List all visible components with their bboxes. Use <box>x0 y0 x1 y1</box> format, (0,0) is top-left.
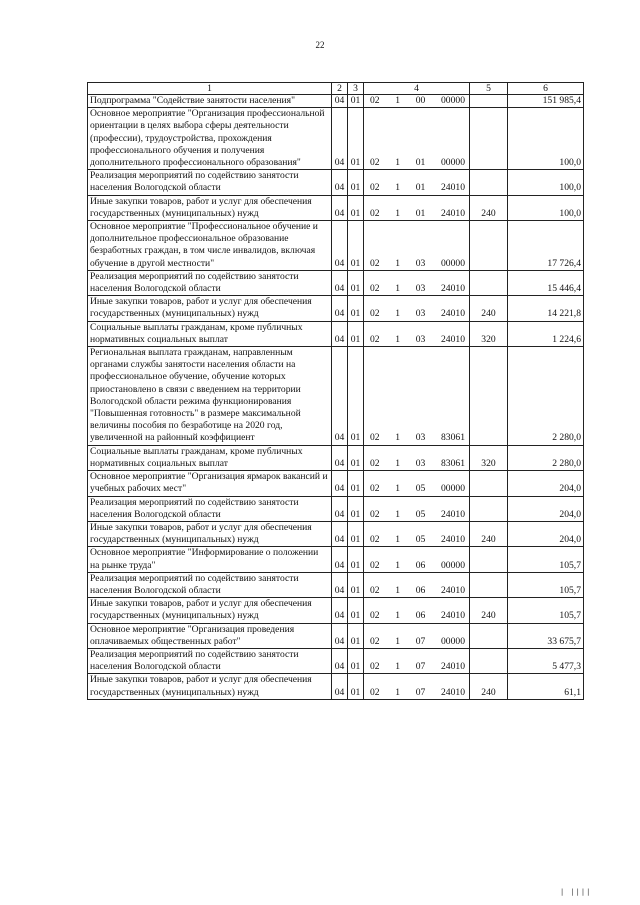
row-amount: 105,7 <box>508 547 584 572</box>
target-article-code-part: 02 <box>370 559 380 571</box>
target-article-code-part: 03 <box>415 432 426 444</box>
row-section-code: 04 <box>332 623 348 648</box>
row-section-code: 04 <box>332 347 348 446</box>
row-expense-type-code <box>470 623 508 648</box>
target-article-code-parts <box>364 636 469 648</box>
row-section-code: 04 <box>332 598 348 623</box>
row-name: Региональная выплата гражданам, направленным органами службы занятости населения области на профессиональное обучение, обучение которых приостановлено в связи с введением на территории Вологодской области режима функционирования "Повышенная готовность" в размере максимальной величины пособия по безработице на 2020 год, увеличенной на районный коэффициент <box>88 347 332 446</box>
row-subsection-code: 01 <box>348 547 364 572</box>
target-article-code-part: 83061 <box>441 432 465 444</box>
row-subsection-code: 01 <box>348 195 364 220</box>
row-expense-type-code <box>470 648 508 673</box>
target-article-code-part: 1 <box>395 432 401 444</box>
target-article-code-parts <box>364 95 469 107</box>
row-amount: 2 280,0 <box>508 445 584 470</box>
row-name: Социальные выплаты гражданам, кроме публичных нормативных социальных выплат <box>88 321 332 346</box>
row-subsection-code: 01 <box>348 296 364 321</box>
target-article-code-part: 01 <box>415 157 426 169</box>
row-amount: 105,7 <box>508 572 584 597</box>
row-name: Реализация мероприятий по содействию занятости населения Вологодской области <box>88 648 332 673</box>
target-article-code-part: 00000 <box>441 635 465 647</box>
target-article-code-part: 00000 <box>441 257 465 269</box>
target-article-code-part: 05 <box>415 534 426 546</box>
target-article-code-part: 00000 <box>441 95 465 106</box>
row-expense-type-code <box>470 572 508 597</box>
target-article-code-part: 02 <box>370 661 380 673</box>
row-section-code: 04 <box>332 108 348 170</box>
row-target-article-code <box>364 521 470 546</box>
row-expense-type-code <box>470 170 508 195</box>
table-row <box>88 547 584 572</box>
table-header <box>88 83 584 95</box>
target-article-code-part: 24010 <box>441 333 465 345</box>
target-article-code-part: 1 <box>395 257 401 269</box>
row-target-article-code <box>364 572 470 597</box>
target-article-code-parts <box>364 483 469 495</box>
table-body <box>88 95 584 700</box>
row-name: Реализация мероприятий по содействию занятости населения Вологодской области <box>88 170 332 195</box>
row-name: Реализация мероприятий по содействию занятости населения Вологодской области <box>88 572 332 597</box>
row-name: Основное мероприятие "Организация ярмарок вакансий и учебных рабочих мест" <box>88 471 332 496</box>
row-target-article-code <box>364 445 470 470</box>
table-row <box>88 195 584 220</box>
table-row <box>88 296 584 321</box>
target-article-code-part: 02 <box>370 333 380 345</box>
row-name: Реализация мероприятий по содействию занятости населения Вологодской области <box>88 496 332 521</box>
target-article-code-part: 1 <box>395 635 401 647</box>
row-name: Иные закупки товаров, работ и услуг для обеспечения государственных (муниципальных) нужд <box>88 674 332 699</box>
target-article-code-part: 1 <box>395 559 401 571</box>
target-article-code-part: 02 <box>370 534 380 546</box>
row-amount: 100,0 <box>508 170 584 195</box>
target-article-code-part: 1 <box>395 483 401 495</box>
row-subsection-code: 01 <box>348 648 364 673</box>
row-subsection-code: 01 <box>348 598 364 623</box>
table-row <box>88 496 584 521</box>
row-expense-type-code <box>470 347 508 446</box>
table-row <box>88 572 584 597</box>
target-article-code-part: 02 <box>370 207 380 219</box>
row-subsection-code: 01 <box>348 270 364 295</box>
row-subsection-code: 01 <box>348 321 364 346</box>
row-subsection-code: 01 <box>348 108 364 170</box>
target-article-code-part: 24010 <box>441 584 465 596</box>
target-article-code-part: 1 <box>395 534 401 546</box>
row-subsection-code: 01 <box>348 95 364 108</box>
target-article-code-part: 02 <box>370 308 380 320</box>
row-target-article-code <box>364 270 470 295</box>
target-article-code-part: 1 <box>395 457 401 469</box>
table-row <box>88 648 584 673</box>
row-target-article-code <box>364 496 470 521</box>
row-section-code: 04 <box>332 195 348 220</box>
row-amount: 204,0 <box>508 471 584 496</box>
row-target-article-code <box>364 221 470 271</box>
target-article-code-part: 03 <box>415 283 426 295</box>
target-article-code-part: 24010 <box>441 182 465 194</box>
target-article-code-part: 02 <box>370 182 380 194</box>
target-article-code-part: 24010 <box>441 283 465 295</box>
target-article-code-part: 1 <box>395 95 401 106</box>
row-section-code: 04 <box>332 321 348 346</box>
row-section-code: 04 <box>332 221 348 271</box>
row-amount: 61,1 <box>508 674 584 699</box>
target-article-code-part: 1 <box>395 584 401 596</box>
row-target-article-code <box>364 108 470 170</box>
header-col-2: 2 <box>332 83 348 95</box>
row-name: Основное мероприятие "Информирование о положении на рынке труда" <box>88 547 332 572</box>
row-name: Реализация мероприятий по содействию занятости населения Вологодской области <box>88 270 332 295</box>
target-article-code-part: 02 <box>370 157 380 169</box>
target-article-code-part: 24010 <box>441 207 465 219</box>
header-col-6: 6 <box>508 83 584 95</box>
table-row <box>88 221 584 271</box>
target-article-code-part: 24010 <box>441 508 465 520</box>
target-article-code-part: 07 <box>415 661 426 673</box>
target-article-code-part: 02 <box>370 686 380 698</box>
target-article-code-part: 03 <box>415 308 426 320</box>
target-article-code-parts <box>364 687 469 699</box>
row-target-article-code <box>364 296 470 321</box>
row-section-code: 04 <box>332 296 348 321</box>
target-article-code-parts <box>364 585 469 597</box>
row-section-code: 04 <box>332 270 348 295</box>
target-article-code-parts <box>364 661 469 673</box>
target-article-code-part: 03 <box>415 257 426 269</box>
row-target-article-code <box>364 674 470 699</box>
target-article-code-parts <box>364 610 469 622</box>
target-article-code-part: 83061 <box>441 457 465 469</box>
target-article-code-part: 1 <box>395 686 401 698</box>
table-row <box>88 108 584 170</box>
target-article-code-parts <box>364 208 469 220</box>
row-name: Основное мероприятие "Профессиональное обучение и дополнительное профессиональное образование безработных граждан, в том числе инвалидов, включая обучение в другой местности" <box>88 221 332 271</box>
target-article-code-part: 1 <box>395 182 401 194</box>
header-col-3: 3 <box>348 83 364 95</box>
target-article-code-part: 24010 <box>441 610 465 622</box>
row-subsection-code: 01 <box>348 221 364 271</box>
row-target-article-code <box>364 648 470 673</box>
row-target-article-code <box>364 170 470 195</box>
row-target-article-code <box>364 195 470 220</box>
target-article-code-parts <box>364 157 469 169</box>
target-article-code-part: 02 <box>370 457 380 469</box>
row-expense-type-code <box>470 95 508 108</box>
row-section-code: 04 <box>332 170 348 195</box>
header-row <box>88 83 584 95</box>
target-article-code-parts <box>364 509 469 521</box>
row-amount: 1 224,6 <box>508 321 584 346</box>
row-expense-type-code: 320 <box>470 321 508 346</box>
row-subsection-code: 01 <box>348 170 364 195</box>
target-article-code-parts <box>364 560 469 572</box>
row-expense-type-code <box>470 270 508 295</box>
row-target-article-code <box>364 321 470 346</box>
row-subsection-code: 01 <box>348 471 364 496</box>
target-article-code-part: 05 <box>415 508 426 520</box>
target-article-code-part: 02 <box>370 432 380 444</box>
row-expense-type-code <box>470 221 508 271</box>
row-expense-type-code <box>470 496 508 521</box>
row-name: Основное мероприятие "Организация проведения оплачиваемых общественных работ" <box>88 623 332 648</box>
row-section-code: 04 <box>332 95 348 108</box>
row-subsection-code: 01 <box>348 496 364 521</box>
target-article-code-part: 1 <box>395 283 401 295</box>
target-article-code-part: 02 <box>370 283 380 295</box>
row-subsection-code: 01 <box>348 445 364 470</box>
table-row <box>88 623 584 648</box>
target-article-code-part: 02 <box>370 584 380 596</box>
target-article-code-part: 24010 <box>441 686 465 698</box>
row-amount: 17 726,4 <box>508 221 584 271</box>
target-article-code-part: 1 <box>395 207 401 219</box>
row-expense-type-code: 240 <box>470 598 508 623</box>
target-article-code-part: 1 <box>395 308 401 320</box>
target-article-code-part: 07 <box>415 635 426 647</box>
target-article-code-part: 00000 <box>441 483 465 495</box>
target-article-code-part: 24010 <box>441 661 465 673</box>
table-row <box>88 270 584 295</box>
target-article-code-part: 05 <box>415 483 426 495</box>
row-name: Основное мероприятие "Организация профессиональной ориентации в целях выбора сферы деятельности (профессии), трудоустройства, прохождения профессионального обучения и получения дополнительного профессионального образования" <box>88 108 332 170</box>
target-article-code-part: 00 <box>415 95 426 106</box>
row-name: Иные закупки товаров, работ и услуг для обеспечения государственных (муниципальных) нужд <box>88 521 332 546</box>
row-section-code: 04 <box>332 572 348 597</box>
target-article-code-part: 1 <box>395 157 401 169</box>
row-subsection-code: 01 <box>348 347 364 446</box>
target-article-code-part: 03 <box>415 333 426 345</box>
row-expense-type-code: 320 <box>470 445 508 470</box>
table-row <box>88 521 584 546</box>
target-article-code-parts <box>364 308 469 320</box>
target-article-code-part: 00000 <box>441 157 465 169</box>
row-name: Иные закупки товаров, работ и услуг для обеспечения государственных (муниципальных) нужд <box>88 598 332 623</box>
row-expense-type-code: 240 <box>470 521 508 546</box>
row-amount: 151 985,4 <box>508 95 584 108</box>
target-article-code-part: 06 <box>415 584 426 596</box>
target-article-code-part: 1 <box>395 661 401 673</box>
row-target-article-code <box>364 347 470 446</box>
row-target-article-code <box>364 623 470 648</box>
target-article-code-part: 00000 <box>441 559 465 571</box>
header-col-5: 5 <box>470 83 508 95</box>
target-article-code-parts <box>364 258 469 270</box>
row-section-code: 04 <box>332 648 348 673</box>
target-article-code-part: 01 <box>415 207 426 219</box>
table-row <box>88 674 584 699</box>
row-amount: 14 221,8 <box>508 296 584 321</box>
row-amount: 5 477,3 <box>508 648 584 673</box>
target-article-code-parts <box>364 334 469 346</box>
row-expense-type-code: 240 <box>470 296 508 321</box>
table-row <box>88 347 584 446</box>
row-amount: 100,0 <box>508 108 584 170</box>
budget-table <box>87 82 584 700</box>
row-section-code: 04 <box>332 521 348 546</box>
target-article-code-part: 24010 <box>441 534 465 546</box>
row-name: Иные закупки товаров, работ и услуг для обеспечения государственных (муниципальных) нужд <box>88 296 332 321</box>
target-article-code-part: 01 <box>415 182 426 194</box>
row-amount: 15 446,4 <box>508 270 584 295</box>
target-article-code-part: 02 <box>370 635 380 647</box>
row-section-code: 04 <box>332 445 348 470</box>
row-amount: 100,0 <box>508 195 584 220</box>
row-expense-type-code <box>470 547 508 572</box>
row-target-article-code <box>364 547 470 572</box>
row-target-article-code <box>364 598 470 623</box>
target-article-code-part: 06 <box>415 559 426 571</box>
target-article-code-parts <box>364 283 469 295</box>
row-subsection-code: 01 <box>348 572 364 597</box>
target-article-code-part: 02 <box>370 610 380 622</box>
row-name: Социальные выплаты гражданам, кроме публичных нормативных социальных выплат <box>88 445 332 470</box>
row-target-article-code <box>364 95 470 108</box>
table-row <box>88 471 584 496</box>
target-article-code-part: 03 <box>415 457 426 469</box>
target-article-code-part: 1 <box>395 508 401 520</box>
target-article-code-part: 1 <box>395 610 401 622</box>
target-article-code-part: 02 <box>370 483 380 495</box>
row-section-code: 04 <box>332 496 348 521</box>
target-article-code-part: 02 <box>370 95 380 106</box>
row-expense-type-code: 240 <box>470 195 508 220</box>
row-section-code: 04 <box>332 547 348 572</box>
row-name: Иные закупки товаров, работ и услуг для обеспечения государственных (муниципальных) нужд <box>88 195 332 220</box>
row-section-code: 04 <box>332 674 348 699</box>
target-article-code-part: 1 <box>395 333 401 345</box>
target-article-code-parts <box>364 432 469 444</box>
row-target-article-code <box>364 471 470 496</box>
header-col-1: 1 <box>88 83 332 95</box>
scan-mark: | |||| <box>560 888 592 896</box>
target-article-code-part: 24010 <box>441 308 465 320</box>
target-article-code-part: 07 <box>415 686 426 698</box>
row-name: Подпрограмма "Содействие занятости населения" <box>88 95 332 108</box>
row-amount: 2 280,0 <box>508 347 584 446</box>
row-amount: 33 675,7 <box>508 623 584 648</box>
table-row <box>88 321 584 346</box>
row-expense-type-code: 240 <box>470 674 508 699</box>
table-row <box>88 598 584 623</box>
target-article-code-part: 06 <box>415 610 426 622</box>
row-expense-type-code <box>470 471 508 496</box>
row-amount: 105,7 <box>508 598 584 623</box>
row-section-code: 04 <box>332 471 348 496</box>
row-subsection-code: 01 <box>348 521 364 546</box>
table-row <box>88 170 584 195</box>
target-article-code-part: 02 <box>370 257 380 269</box>
row-subsection-code: 01 <box>348 623 364 648</box>
target-article-code-parts <box>364 534 469 546</box>
table-row <box>88 445 584 470</box>
target-article-code-parts <box>364 182 469 194</box>
row-expense-type-code <box>470 108 508 170</box>
row-amount: 204,0 <box>508 521 584 546</box>
target-article-code-parts <box>364 458 469 470</box>
row-subsection-code: 01 <box>348 674 364 699</box>
header-col-4: 4 <box>364 83 470 95</box>
target-article-code-part: 02 <box>370 508 380 520</box>
table-row <box>88 95 584 108</box>
row-amount: 204,0 <box>508 496 584 521</box>
page-number: 22 <box>315 40 325 50</box>
